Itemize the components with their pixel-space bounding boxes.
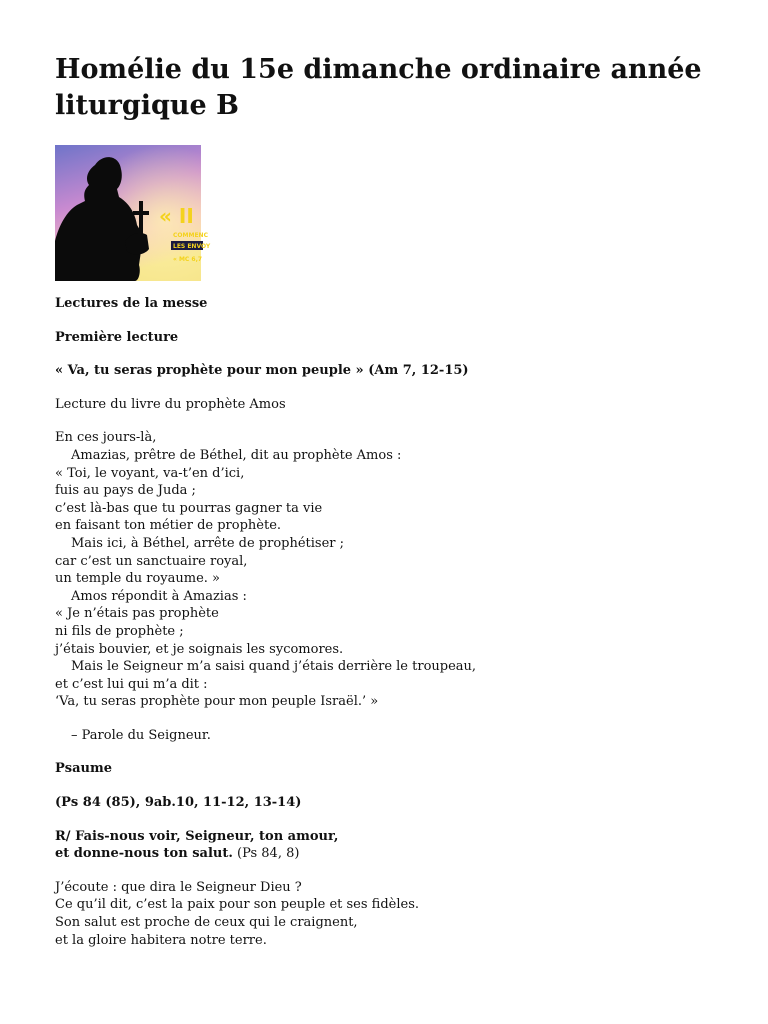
psalm-reference: (Ps 84 (85), 9ab.10, 11-12, 13-14) (55, 795, 302, 811)
first-reading-closing (55, 727, 735, 745)
reading-line: « Toi, le voyant, va-t’en d’ici, (55, 465, 245, 481)
first-reading-heading: Première lecture (55, 329, 179, 345)
psalm-heading: Psaume (55, 761, 112, 777)
reading-line: Mais le Seigneur m’a saisi quand j’étais derrière le troupeau, (71, 659, 477, 675)
closing-line: – Parole du Seigneur. (71, 727, 211, 743)
reading-line: et c’est lui qui m’a dit : (55, 676, 208, 692)
refrain-line: et donne-nous ton salut. (55, 846, 233, 862)
first-reading-intro: Lecture du livre du prophète Amos (55, 396, 286, 412)
reading-line: j’étais bouvier, et je soignais les sycomores. (55, 641, 344, 657)
reading-line: ‘Va, tu seras prophète pour mon peuple Israël.’ » (55, 694, 379, 710)
reading-line: Amos répondit à Amazias : (71, 588, 247, 604)
first-reading-text (55, 429, 735, 711)
cover-text-guillemet: « II (159, 204, 194, 228)
reading-line: un temple du royaume. » (55, 571, 221, 587)
readings-heading: Lectures de la messe (55, 296, 208, 311)
reading-line: car c’est un sanctuaire royal, (55, 553, 248, 569)
refrain-line: R/ Fais-nous voir, Seigneur, ton amour, (55, 828, 339, 844)
cover-text-line-1: COMMENC (173, 232, 208, 239)
reading-line: « Je n’étais pas prophète (55, 606, 219, 622)
stanza-line: Son salut est proche de ceux qui le craignent, (55, 915, 358, 931)
psalm-stanza (55, 879, 735, 949)
reading-line: en faisant ton métier de prophète. (55, 518, 282, 534)
reading-line: Mais ici, à Béthel, arrête de prophétiser ; (71, 535, 345, 551)
page-title: Homélie du 15e dimanche ordinaire année liturgique B (55, 54, 702, 121)
reading-line: Amazias, prêtre de Béthel, dit au prophète Amos : (71, 447, 402, 463)
stanza-line: J’écoute : que dira le Seigneur Dieu ? (55, 879, 302, 895)
first-reading-subtitle: « Va, tu seras prophète pour mon peuple » (Am 7, 12-15) (55, 363, 469, 379)
cover-text-line-3: « MC 6,7 (173, 256, 203, 263)
psalm-refrain (55, 828, 735, 863)
article-content (55, 295, 735, 965)
reading-line: fuis au pays de Juda ; (55, 483, 196, 499)
stanza-line: Ce qu’il dit, c’est la paix pour son peuple et ses fidèles. (55, 897, 420, 913)
reading-line: c’est là-bas que tu pourras gagner ta vie (55, 500, 323, 516)
homily-cover-image (55, 145, 211, 281)
reading-line: ni fils de prophète ; (55, 623, 184, 639)
reading-line: En ces jours-là, (55, 430, 157, 446)
stanza-line: et la gloire habitera notre terre. (55, 932, 267, 948)
cover-text-line-2: LES ENVOY (173, 243, 211, 250)
refrain-reference: (Ps 84, 8) (232, 846, 300, 862)
